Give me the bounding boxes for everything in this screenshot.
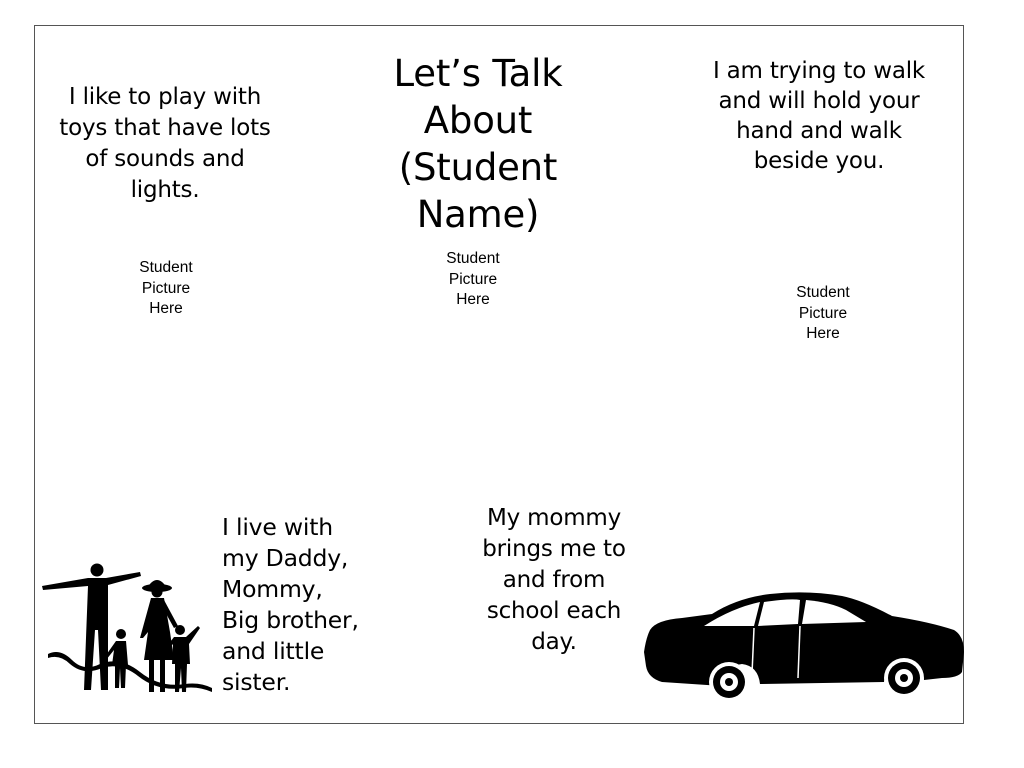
family-line: I live with	[222, 513, 333, 541]
toys-line: I like to play with	[68, 84, 262, 110]
transport-line: school each	[486, 598, 622, 624]
transport-line: brings me to	[482, 536, 626, 562]
title-line: About	[423, 99, 533, 142]
family-line: Big brother,	[222, 606, 359, 634]
placeholder-line: Student	[796, 284, 850, 301]
walking-line: I am trying to walk	[712, 58, 926, 84]
family-line: sister.	[222, 668, 291, 696]
family-line: Mommy,	[222, 575, 323, 603]
walking-line: and will hold your	[718, 88, 920, 114]
title-line: Let’s Talk	[393, 52, 563, 95]
toys-line: toys that have lots	[59, 115, 271, 141]
placeholder-line: Picture	[448, 270, 498, 288]
placeholder-line: Here	[149, 300, 183, 317]
title-line: (Student	[398, 146, 558, 189]
picture-placeholder-left	[111, 258, 221, 320]
family-line: and little	[222, 637, 325, 665]
family-silhouette-icon	[40, 560, 215, 700]
toys-line: lights.	[130, 177, 200, 203]
toys-paragraph	[40, 82, 290, 206]
picture-placeholder-right	[768, 283, 878, 345]
transport-line: and from	[502, 567, 606, 593]
placeholder-line: Here	[806, 325, 840, 342]
picture-placeholder-center	[418, 249, 528, 311]
transport-line: My mommy	[486, 505, 622, 531]
placeholder-line: Picture	[141, 279, 191, 297]
car-silhouette-icon	[642, 590, 968, 704]
placeholder-line: Picture	[798, 304, 848, 322]
transport-line: day.	[531, 629, 577, 655]
walking-paragraph	[694, 56, 944, 176]
placeholder-line: Student	[139, 259, 193, 276]
transport-paragraph	[466, 503, 642, 658]
family-paragraph	[222, 512, 392, 698]
title-line: Name)	[416, 193, 540, 236]
page-title	[350, 50, 606, 238]
walking-line: hand and walk	[736, 118, 902, 144]
placeholder-line: Student	[446, 250, 500, 267]
family-line: my Daddy,	[222, 544, 349, 572]
toys-line: of sounds and	[85, 146, 245, 172]
placeholder-line: Here	[456, 291, 490, 308]
walking-line: beside you.	[753, 148, 885, 174]
